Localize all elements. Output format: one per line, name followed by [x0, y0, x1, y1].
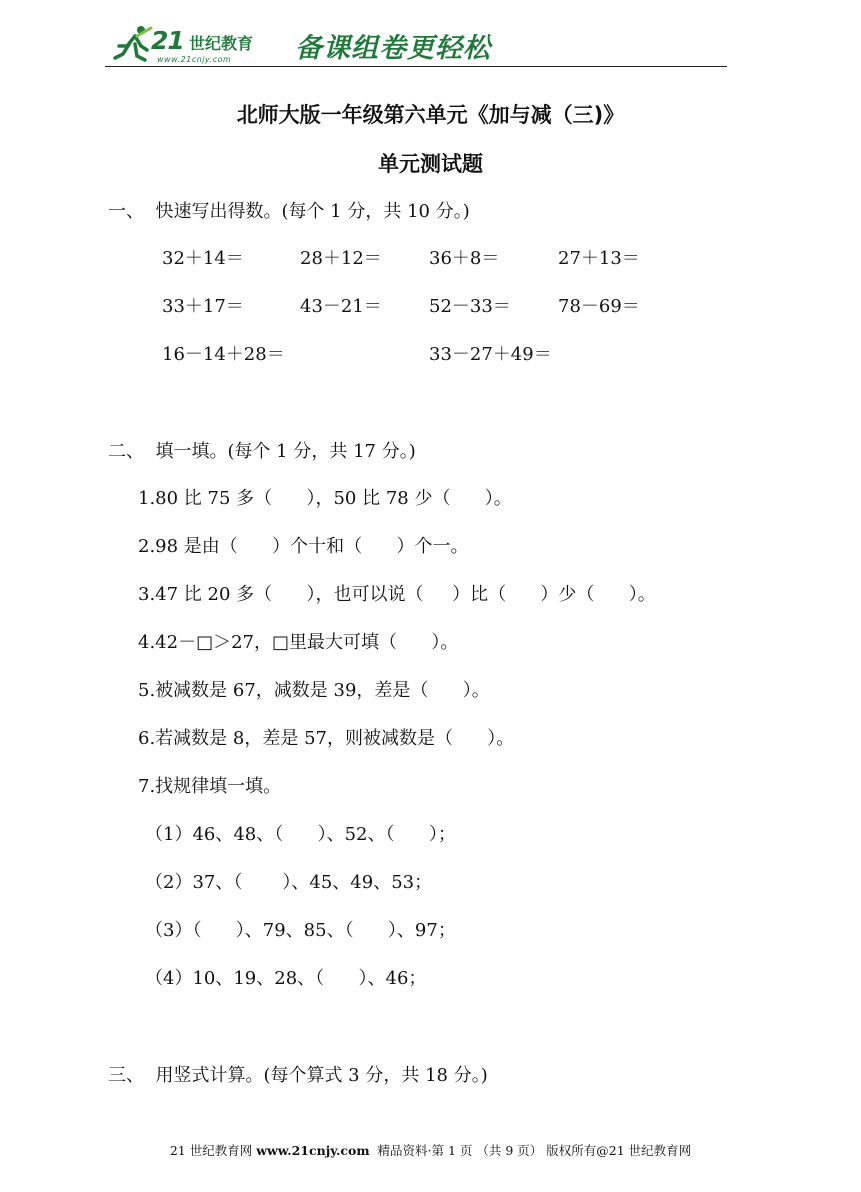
s2-item-3: 3.47 比 20 多（ ），也可以说（ ）比（ ）少（ ）。 — [138, 584, 656, 605]
s2-subitem-4: （4）10、19、28、（ ）、46； — [145, 968, 427, 989]
footer-url: www.21cnjy.com — [256, 1143, 370, 1158]
runner-logo-icon — [111, 24, 155, 64]
s1-problem: 33－27＋49＝ — [429, 344, 552, 365]
s1-problem: 36＋8＝ — [429, 248, 500, 269]
s2-item-7: 7.找规律填一填。 — [138, 776, 282, 797]
s2-item-6: 6.若减数是 8，差是 57，则被减数是（ ）。 — [138, 728, 515, 749]
header-rule — [105, 66, 727, 67]
logo-url: www.21cnjy.com — [157, 55, 232, 64]
s2-subitem-1: （1）46、48、（ ）、52、（ ）； — [145, 824, 456, 845]
footer-suffix: 精品资料·第 1 页 （共 9 页） 版权所有@21 世纪教育网 — [369, 1143, 692, 1158]
s2-item-4: 4.42－□＞27，□里最大可填（ ）。 — [138, 632, 459, 653]
logo-brand-number: 21 — [151, 26, 184, 55]
page-footer — [0, 1141, 861, 1159]
s2-subitem-3: （3）（ ）、79、85、（ ）、97； — [145, 920, 456, 941]
s1-problem: 78－69＝ — [558, 296, 640, 317]
s1-problem: 16－14＋28＝ — [162, 344, 285, 365]
s1-problem: 43－21＝ — [300, 296, 382, 317]
page-title: 北师大版一年级第六单元《加与减（三)》 — [236, 103, 625, 127]
page-subtitle: 单元测试题 — [378, 152, 483, 176]
s1-problem: 32＋14＝ — [162, 248, 244, 269]
s1-problem: 28＋12＝ — [300, 248, 382, 269]
footer-prefix: 21 世纪教育网 — [169, 1143, 257, 1158]
header-slogan: 备课组卷更轻松 — [295, 33, 491, 64]
section1-heading: 一、 快速写出得数。(每个 1 分，共 10 分。) — [108, 201, 470, 222]
s2-item-5: 5.被减数是 67，减数是 39，差是（ ）。 — [138, 680, 490, 701]
s2-item-2: 2.98 是由（ ）个十和（ ）个一。 — [138, 536, 469, 557]
s2-item-1: 1.80 比 75 多（ ），50 比 78 少（ ）。 — [138, 488, 512, 509]
logo-brand-name: 世纪教育 — [189, 34, 254, 53]
s1-problem: 27＋13＝ — [558, 248, 640, 269]
s1-problem: 52－33＝ — [429, 296, 511, 317]
page-header — [105, 22, 727, 70]
s1-problem: 33＋17＝ — [162, 296, 244, 317]
s2-subitem-2: （2）37、（ ）、45、49、53； — [145, 872, 433, 893]
section2-heading: 二、 填一填。(每个 1 分，共 17 分。) — [108, 441, 416, 462]
section3-heading: 三、 用竖式计算。(每个算式 3 分，共 18 分。) — [108, 1065, 488, 1086]
